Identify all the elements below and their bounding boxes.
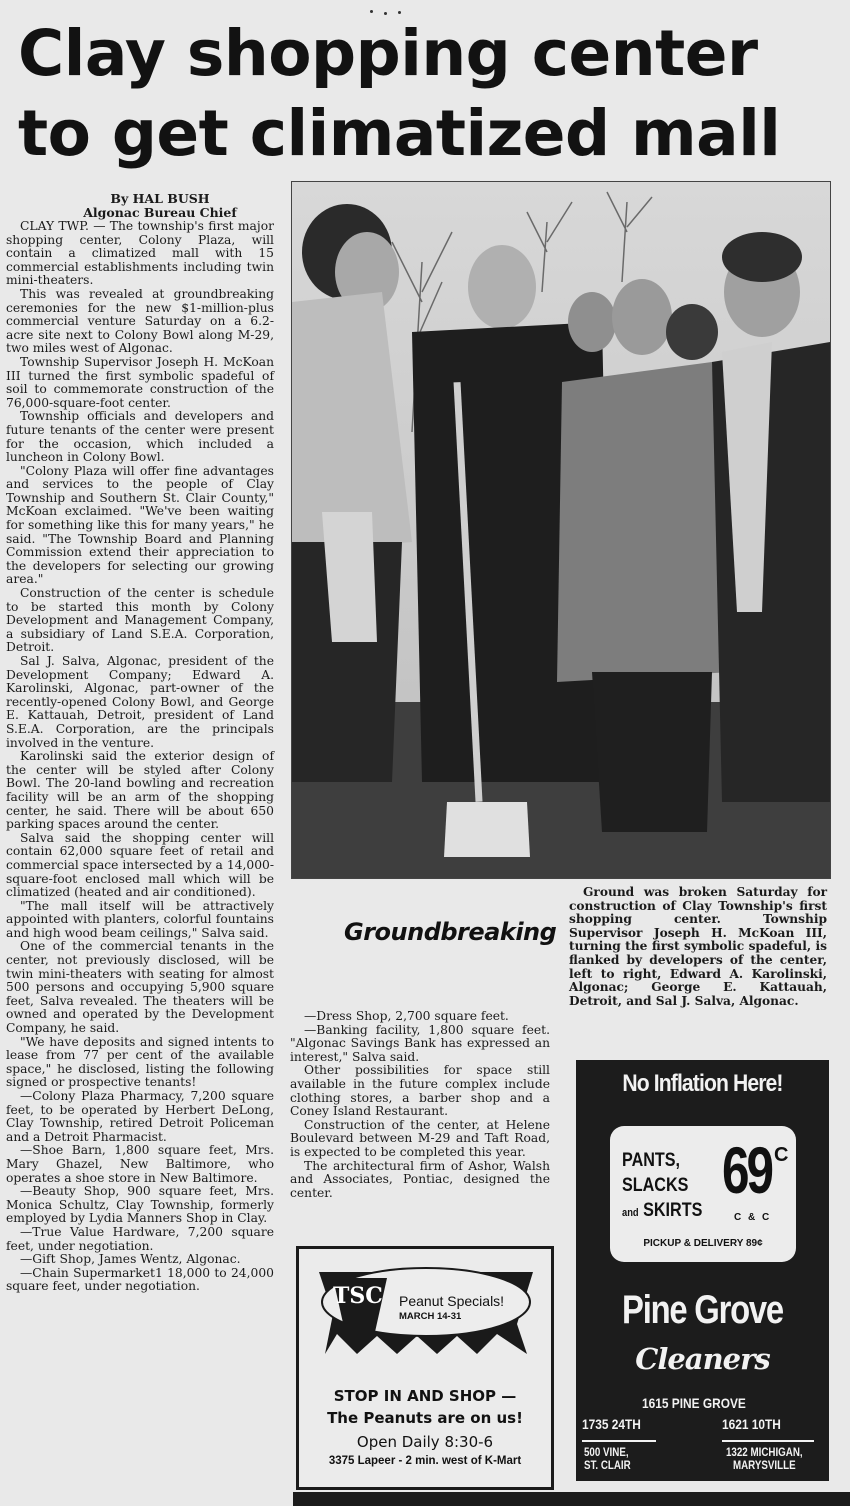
paragraph: Karolinski said the exterior design of the center will be styled after Colony Bowl. The 20-land bowling and recreation facility will be an arm of the shopping center, he said. There will be about 650 parking spaces around the center. <box>6 749 274 832</box>
tenant-item: —Gift Shop, James Wentz, Algonac. <box>20 1252 241 1267</box>
tenant-item: —Colony Plaza Pharmacy, 7,200 square feet, to be operated by Herbert DeLong, Clay Township, retired Detroit Policeman and a Detroit Pharmacist. <box>6 1089 274 1144</box>
address-left: 1735 24TH <box>582 1416 641 1432</box>
branch-right <box>726 1447 803 1473</box>
paragraph: Other possibilities for space still available in the future complex include clothing stores, a barber shop and a Coney Island Restaurant. <box>290 1063 550 1119</box>
item-and: and <box>622 1207 639 1219</box>
headline-line-1: Clay shopping center <box>18 17 758 90</box>
article-middle-column <box>290 1010 550 1200</box>
item-list <box>622 1148 702 1226</box>
branch-right-line-2: MARYSVILLE <box>732 1460 796 1472</box>
paragraph: Construction of the center, at Helene Boulevard between M-29 and Taft Road, is expected to be completed this year. <box>290 1117 550 1159</box>
price-cent: C <box>774 1144 789 1166</box>
branch-right-line-1: 1322 MICHIGAN, <box>726 1447 803 1459</box>
promo-dates: MARCH 14-31 <box>399 1311 462 1322</box>
paragraph: Township Supervisor Joseph H. McKoan III turned the first symbolic spadeful of soil to commemorate construction of the 76,000-square-foot center. <box>6 354 274 410</box>
byline-author: By HAL BUSH <box>110 191 210 206</box>
peanut-specials-heading: Peanut Specials! <box>399 1293 505 1309</box>
paragraph: This was revealed at groundbreaking ceremonies for the new $1-million-plus commercial venture Saturday on a 6.2-acre site next to Colony Bowl along M-29, two miles west of Algonac. <box>6 286 274 356</box>
ad-line-1: STOP IN AND SHOP — <box>333 1387 517 1405</box>
tenant-item: —Chain Supermarket1 18,000 to 24,000 square feet, under negotiation. <box>6 1265 274 1294</box>
business-script: Cleaners <box>635 1342 770 1376</box>
photo-title: Groundbreaking <box>344 918 557 946</box>
headline <box>18 14 818 174</box>
address-right: 1621 10TH <box>722 1416 781 1432</box>
item-slacks: SLACKS <box>622 1175 689 1196</box>
price-box <box>610 1126 796 1262</box>
byline <box>6 192 274 220</box>
branch-left-line-2: ST. CLAIR <box>584 1460 631 1472</box>
groundbreaking-photo <box>291 181 831 879</box>
tsc-logo: TSC <box>333 1283 383 1309</box>
branch-left <box>584 1447 631 1473</box>
ad-line-2: The Peanuts are on us! <box>327 1409 523 1427</box>
article-left-column <box>6 192 274 1294</box>
paragraph: "The mall itself will be attractively appointed with planters, colorful fountains and high wood beam ceilings," Salva said. <box>6 898 274 940</box>
main-address: 1615 PINE GROVE <box>642 1395 746 1411</box>
tenant-item: —Beauty Shop, 900 square feet, Mrs. Monica Schultz, Clay Township, formerly employed by Lydia Manners Shop in Clay. <box>6 1184 274 1226</box>
tenant-item: —Banking facility, 1,800 square feet. "Algonac Savings Bank has expressed an interest," Salva said. <box>290 1022 550 1064</box>
pickup-delivery: PICKUP & DELIVERY 89¢ <box>643 1238 763 1249</box>
paragraph: CLAY TWP. — The township's first major shopping center, Colony Plaza, will contain a climatized mall with 15 commercial establishments including twin mini-theaters. <box>6 219 274 288</box>
tsc-advertisement <box>296 1246 554 1490</box>
bottom-border <box>293 1492 850 1506</box>
divider-left <box>582 1440 656 1442</box>
no-inflation-banner: No Inflation Here! <box>622 1070 783 1097</box>
tenant-item: —Dress Shop, 2,700 square feet. <box>304 1009 509 1023</box>
paragraph: One of the commercial tenants in the center, not previously disclosed, will be twin mini-theaters with seating for almost 500 persons and occupying 5,900 square feet, Salva revealed. The theaters will be owned and operated by the Development Company, he said. <box>6 939 274 1036</box>
paragraph: "We have deposits and signed intents to lease from 77 per cent of the available space," he disclosed, listing the following signed or prospective tenants! <box>6 1034 274 1090</box>
item-skirts: SKIRTS <box>643 1200 703 1221</box>
print-speck <box>370 10 373 13</box>
headline-line-2: to get climatized mall <box>18 97 781 170</box>
paragraph: "Colony Plaza will offer fine advantages and services to the people of Clay Township and Southern St. Clair County," McKoan exclaimed. "We've been waiting for something like this for many years," he said. "The Township Board and Planning Commission extend their appreciation to the developers for selecting our growing area." <box>6 463 274 587</box>
paragraph: Sal J. Salva, Algonac, president of the Development Company; Edward A. Karolinski, Algonac, part-owner of the recently-opened Colony Bowl, and George E. Kattauah, Detroit, president of Land S.E.A. Corporation, are the principals involved in the venture. <box>6 654 274 750</box>
business-name: Pine Grove <box>622 1288 783 1332</box>
paragraph: The architectural firm of Ashor, Walsh and Associates, Pontiac, designed the center. <box>290 1158 550 1200</box>
divider-right <box>722 1440 814 1442</box>
tenant-item: —Shoe Barn, 1,800 square feet, Mrs. Mary Ghazel, New Baltimore, who operates a shoe store in New Baltimore. <box>6 1143 274 1185</box>
branch-left-line-1: 500 VINE, <box>584 1447 629 1459</box>
price-note: C & C <box>734 1212 772 1223</box>
peanut-graphic <box>317 1264 535 1356</box>
store-hours: Open Daily 8:30-6 <box>356 1433 494 1451</box>
photo-illustration <box>292 182 830 878</box>
store-address: 3375 Lapeer - 2 min. west of K-Mart <box>328 1455 522 1467</box>
paragraph: Construction of the center is schedule to be started this month by Colony Development and Management Company, a subsidiary of Land S.E.A. Corporation, Detroit. <box>6 586 274 655</box>
paragraph: Township officials and developers and future tenants of the center were present for the occasion, which included a luncheon in Colony Bowl. <box>6 409 274 465</box>
price-value: 69 <box>722 1133 772 1207</box>
byline-title: Algonac Bureau Chief <box>83 205 237 220</box>
tenant-item: —True Value Hardware, 7,200 square feet, under negotiation. <box>6 1224 274 1253</box>
photo-caption: Ground was broken Saturday for construction of Clay Township's first shopping center. Township Supervisor Joseph H. McKoan III, turning the first symbolic spadeful, is flanked by developers of the center, left to right, Edward A. Karolinski, Algonac; George E. Kattauah, Detroit, and Sal J. Salva, Algonac. <box>569 885 827 1008</box>
item-pants: PANTS, <box>622 1150 681 1171</box>
pine-grove-cleaners-advertisement <box>576 1060 829 1481</box>
paragraph: Salva said the shopping center will contain 62,000 square feet of retail and commercial space intersected by a 14,000-square-foot enclosed mall which will be climatized (heated and air conditioned). <box>6 830 274 900</box>
